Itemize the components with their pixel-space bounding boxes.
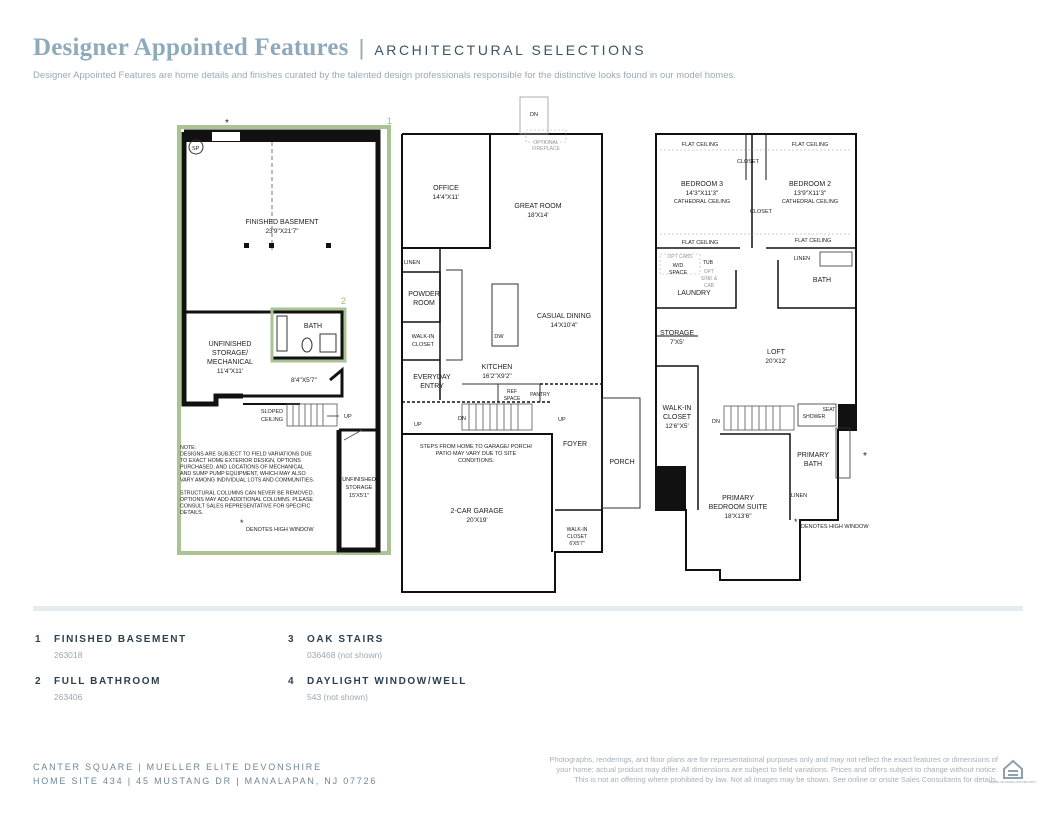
kitchen-label: KITCHEN [481, 364, 513, 371]
opt-sink-label: OPT [703, 269, 715, 275]
shower-label: SHOWER [802, 414, 826, 420]
tub-label: TUB [703, 260, 713, 266]
high-window-note: DENOTES HIGH WINDOW [246, 527, 314, 533]
high-window-star: * [794, 517, 798, 527]
opt-sink-label-2: SINK & [700, 276, 718, 282]
basement-note [180, 445, 314, 516]
storage-dim: 7'X5' [669, 339, 685, 346]
footer-community: CANTER SQUARE | MUELLER ELITE DEVONSHIRE [33, 762, 322, 772]
flat-ceiling-label: FLAT CEILING [681, 240, 719, 246]
kitchen-dim: 16'2"X9'2" [482, 373, 512, 380]
feature-code: 263018 [54, 650, 83, 660]
primary-suite-dim: 18'X13'6" [724, 513, 752, 520]
laundry-label: LAUNDRY [677, 290, 711, 297]
sloped-label: SLOPED [260, 409, 284, 415]
feature-name: FULL BATHROOM [54, 676, 162, 687]
feature-item [288, 676, 548, 702]
cathedral-label: CATHEDRAL CEILING [673, 199, 731, 205]
seat-label: SEAT [822, 407, 836, 413]
garage-dim: 20'X19' [466, 517, 488, 524]
storage-label: STORAGE [659, 330, 695, 337]
porch-label: PORCH [609, 459, 635, 466]
walkin-closet-label-2: CLOSET [566, 534, 588, 540]
unfinished-storage-dim: 15'X5'1" [349, 493, 369, 499]
great-room-dim: 18'X14' [527, 212, 549, 219]
second-floor-plan [656, 134, 869, 580]
feature-item [288, 634, 548, 660]
casual-dining-dim: 14'X10'4" [550, 322, 578, 329]
column-marker [244, 243, 249, 248]
primary-suite-label: PRIMARY [722, 495, 754, 502]
first-floor-outer-wall [402, 134, 602, 592]
steps-note-2: PATIO MAY VARY DUE TO SITE [435, 451, 517, 457]
closet-label: CLOSET [736, 159, 760, 165]
fireplace-label: FIREPLACE [532, 146, 560, 152]
equal-housing-icon [989, 758, 1037, 784]
closet-label-2: CLOSET [749, 209, 773, 215]
bath-label: BATH [812, 277, 832, 284]
disclaimer-line: your home; actual product may differ. All dimensions are subject to field variations. Prices and offers subject to change without notice. [556, 765, 998, 774]
note-line: NOTE: [180, 445, 197, 451]
cathedral-label: CATHEDRAL CEILING [781, 199, 839, 205]
second-floor-stairs [724, 406, 794, 430]
wd-space-label: SPACE [668, 270, 688, 276]
bedroom2-dim: 13'9"X11'3" [793, 190, 827, 197]
basement-bath-label: BATH [303, 323, 323, 330]
first-floor-plan [402, 97, 640, 592]
column-marker [326, 243, 331, 248]
disclaimer-line: This is not an offering where prohibited by law. Not all images may be shown. See online or onsite Sales Consultants for details. [574, 775, 998, 784]
storage-lower-wall [216, 370, 342, 404]
loft-label: LOFT [767, 349, 785, 356]
features-list [35, 634, 635, 714]
bedroom3-label: BEDROOM 3 [680, 181, 724, 188]
loft-dim: 20'X12' [765, 358, 787, 365]
room-label: ROOM [413, 300, 435, 307]
primary-bath-label-2: BATH [803, 461, 823, 468]
mechanical-label: MECHANICAL [207, 359, 253, 366]
storage-label: STORAGE/ [211, 350, 249, 357]
opt-cabs-label: OPT CABS [667, 254, 693, 260]
page-subtitle: ARCHITECTURAL SELECTIONS [374, 42, 647, 58]
high-window-asterisk: * [863, 451, 867, 462]
space-label: SPACE [503, 396, 521, 402]
dn-label-top: DN [530, 112, 538, 118]
optional-label: OPTIONAL [533, 140, 559, 146]
note-line: DESIGNS ARE SUBJECT TO FIELD VARIATIONS DUE [180, 451, 312, 458]
great-room-label: GREAT ROOM [514, 203, 562, 210]
mechanical-dim: 11'4"X11' [216, 368, 244, 375]
note-line: CONSULT SALES REPRESENTATIVE FOR SPECIFIC [180, 503, 311, 510]
laundry-bath-walls [656, 260, 856, 308]
ceiling-label: CEILING [260, 417, 284, 423]
flat-ceiling-label: FLAT CEILING [791, 142, 829, 148]
sump-pump-label: SP [192, 146, 200, 152]
opt-sink-label-3: CAB [703, 283, 715, 289]
basement-window [212, 132, 240, 141]
up-label: UP [558, 417, 566, 423]
basement-up-label: UP [344, 414, 352, 420]
kitchen-lower-counter [462, 384, 540, 402]
flat-ceiling-label: FLAT CEILING [681, 142, 719, 148]
basement-stairs [287, 404, 337, 426]
feature-code: 036468 (not shown) [307, 650, 383, 660]
callout-2: 2 [341, 296, 347, 306]
wd-label: W/D [672, 263, 684, 269]
casual-dining-label: CASUAL DINING [536, 313, 592, 320]
bedroom2-label: BEDROOM 2 [788, 181, 832, 188]
footer-address [33, 760, 377, 788]
feature-name: OAK STAIRS [307, 634, 384, 645]
steps-note-3: CONDITIONS. [457, 458, 495, 464]
page-title: Designer Appointed Features [33, 34, 349, 61]
dn-label: DN [458, 416, 466, 422]
feature-number: 2 [35, 676, 43, 687]
feature-number: 1 [35, 634, 43, 645]
toilet-icon [302, 338, 312, 352]
primary-linen-label: LINEN [790, 493, 808, 499]
shower-seat-block [838, 404, 856, 430]
high-window-asterisk: * [225, 118, 229, 129]
callout-1: 1 [387, 116, 393, 126]
feature-code: 263406 [54, 692, 83, 702]
garage-label: 2-CAR GARAGE [450, 508, 504, 515]
walkin-closet-dim: 6'X5'7" [569, 541, 585, 547]
section-divider [33, 606, 1023, 611]
column-marker [269, 243, 274, 248]
finished-basement-dim: 23'9"X21'7" [265, 228, 299, 235]
bathtub-icon [277, 316, 287, 351]
powder-label: POWDER [408, 291, 440, 298]
walkin-dim: 12'6"X5' [665, 423, 689, 430]
note-line: TO EXACT HOME EXTERIOR DESIGN, OPTIONS [180, 458, 301, 464]
dishwasher-label: DW [494, 334, 504, 340]
note-line: PURCHASED, AND LOCATIONS OF MECHANICAL [180, 464, 304, 471]
ref-label: REF [507, 389, 517, 395]
feature-number: 4 [288, 676, 296, 687]
flat-ceiling-label: FLAT CEILING [794, 238, 832, 244]
wall-column [656, 466, 686, 510]
closet-label: CLOSET [411, 342, 435, 348]
page-description: Designer Appointed Features are home details and finishes curated by the talented design professionals responsible for the distinctive looks found in our model homes. [33, 70, 736, 81]
sink-icon [320, 334, 336, 352]
linen-label: LINEN [793, 256, 811, 262]
feature-code: 543 (not shown) [307, 692, 368, 702]
kitchen-counter [446, 270, 462, 360]
unfinished-storage-label: UNFINISHED [342, 477, 376, 483]
feature-item [35, 634, 295, 660]
first-floor-stairs [462, 404, 532, 430]
note-line: DETAILS. [180, 510, 204, 516]
finished-basement-label: FINISHED BASEMENT [245, 219, 319, 226]
unfinished-label: UNFINISHED [208, 341, 252, 348]
disclaimer-line: Photographs, renderings, and floor plans are for representational purposes only and may not reflect the exact features or dimensions of [549, 755, 998, 764]
high-window-note: DENOTES HIGH WINDOW [801, 524, 869, 530]
entry-label: ENTRY [420, 383, 444, 390]
bedroom3-dim: 14'3"X11'3" [685, 190, 719, 197]
note-line: OPTIONS MAY ADD ADDITIONAL COLUMNS. PLEASE [180, 497, 313, 503]
office-dim: 14'4"X11' [432, 194, 460, 201]
porch-outline [602, 398, 640, 508]
walkin-label: WALK-IN [662, 405, 692, 412]
feature-item [35, 676, 295, 702]
everyday-label: EVERYDAY [413, 374, 451, 381]
footer-disclaimer [520, 755, 998, 785]
office-label: OFFICE [433, 185, 459, 192]
eho-label: EQUAL HOUSING OPPORTUNITY [989, 780, 1037, 784]
tub-icon [820, 252, 852, 266]
feature-name: FINISHED BASEMENT [54, 634, 187, 645]
footer-homesite: HOME SITE 434 | 45 MUSTANG DR | MANALAPAN, NJ 07726 [33, 776, 378, 786]
pantry-label: PANTRY [530, 392, 550, 398]
foyer-label: FOYER [562, 441, 588, 448]
dn-label: DN [712, 419, 720, 425]
closet-walls [746, 134, 766, 180]
steps-note-1: STEPS FROM HOME TO GARAGE/ PORCH/ [419, 444, 533, 450]
primary-bath-label: PRIMARY [797, 452, 829, 459]
walkin-label: WALK-IN [411, 334, 435, 340]
walkin-closet-label: WALK-IN [566, 527, 588, 533]
note-line: AND SUMP PUMP EQUIPMENT, WHICH MAY ALSO [180, 471, 306, 477]
primary-suite-label-2: BEDROOM SUITE [708, 504, 768, 511]
unfinished-storage-label-2: STORAGE [345, 485, 373, 491]
high-window-star: * [240, 518, 244, 528]
feature-number: 3 [288, 634, 296, 645]
small-room-dim: 8'4"X5'7" [291, 377, 317, 384]
full-bath-highlight [272, 309, 345, 361]
walkin-closet-label: CLOSET [662, 414, 692, 421]
basement-plan [179, 116, 392, 553]
feature-name: DAYLIGHT WINDOW/WELL [307, 676, 467, 687]
note-line: VARY AMONG INDIVIDUAL LOTS AND COMMUNITIES. [180, 477, 315, 484]
note-line: STRUCTURAL COLUMNS CAN NEVER BE REMOVED. [180, 490, 315, 497]
linen-label: LINEN [404, 260, 421, 266]
title-separator: | [358, 35, 365, 60]
up-left-label: UP [414, 422, 422, 428]
